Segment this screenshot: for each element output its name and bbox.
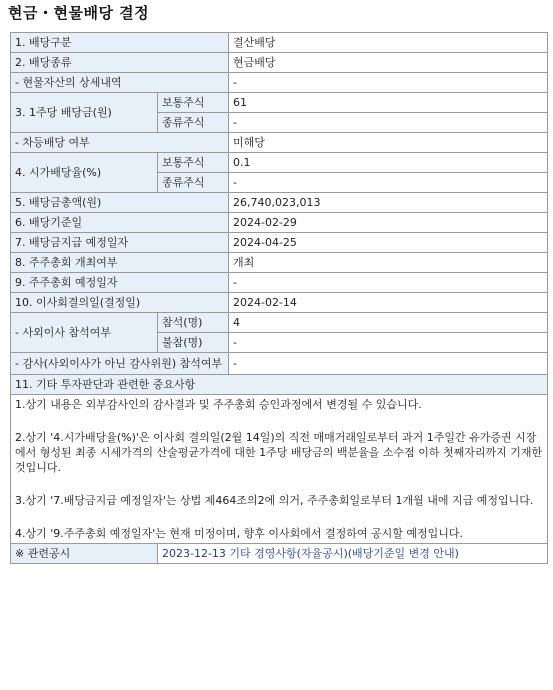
row-value-agm-date: - — [229, 273, 548, 293]
row-label-differential-dividend: - 차등배당 여부 — [11, 133, 229, 153]
table-row — [11, 73, 548, 93]
value-common-dps: 61 — [229, 93, 548, 113]
value-common-yield: 0.1 — [229, 153, 548, 173]
table-row — [11, 293, 548, 313]
row-label-in-kind-details: - 현물자산의 상세내역 — [11, 73, 229, 93]
related-disclosure-label: ※ 관련공시 — [11, 544, 158, 564]
row-label-record-date: 6. 배당기준일 — [11, 213, 229, 233]
table-row — [11, 375, 548, 395]
sub-label-attended: 참석(명) — [158, 313, 229, 333]
note-paragraph: 2.상기 '4.시가배당율(%)'은 이사회 결의일(2월 14일)의 직전 매매거래일로부터 과거 1주일간 유가증권 시장에서 형성된 최종 시세가격의 산술평균가격에 대한 1주당 배당금의 백분율을 소수점 이하 첫째자리까지 기재한 것입니다. — [15, 431, 543, 474]
row-value-payment-date: 2024-04-25 — [229, 233, 548, 253]
row-value-total-dividend: 26,740,023,013 — [229, 193, 548, 213]
row-label-agm-date: 9. 주주총회 예정일자 — [11, 273, 229, 293]
sub-label-common-stock: 보통주식 — [158, 93, 229, 113]
row-label-total-dividend: 5. 배당금총액(원) — [11, 193, 229, 213]
table-row — [11, 395, 548, 544]
row-value-auditor-attendance: - — [229, 353, 548, 375]
row-value-dividend-kind: 현금배당 — [229, 53, 548, 73]
row-label-board-resolution-date: 10. 이사회결의일(결정일) — [11, 293, 229, 313]
row-label-dividend-yield: 4. 시가배당율(%) — [11, 153, 158, 193]
row-value-in-kind-details: - — [229, 73, 548, 93]
row-value-record-date: 2024-02-29 — [229, 213, 548, 233]
row-label-dividend-kind: 2. 배당종류 — [11, 53, 229, 73]
note-paragraph: 3.상기 '7.배당금지급 예정일자'는 상법 제464조의2에 의거, 주주총회일로부터 1개월 내에 지급 예정입니다. — [15, 494, 534, 507]
table-row — [11, 93, 548, 113]
row-value-differential-dividend: 미해당 — [229, 133, 548, 153]
row-value-board-resolution-date: 2024-02-14 — [229, 293, 548, 313]
note-paragraph: 4.상기 '9.주주총회 예정일자'는 현재 미정이며, 향후 이사회에서 결정하여 공시할 예정입니다. — [15, 527, 464, 540]
table-row — [11, 273, 548, 293]
sub-label-class-stock: 종류주식 — [158, 173, 229, 193]
table-row — [11, 233, 548, 253]
row-label-dividend-type: 1. 배당구분 — [11, 33, 229, 53]
table-row — [11, 313, 548, 333]
row-label-dividend-per-share: 3. 1주당 배당금(원) — [11, 93, 158, 133]
other-matters-notes — [11, 395, 548, 544]
sub-label-common-stock: 보통주식 — [158, 153, 229, 173]
table-row — [11, 213, 548, 233]
table-row — [11, 153, 548, 173]
row-value-agm-held: 개최 — [229, 253, 548, 273]
table-row — [11, 193, 548, 213]
page-title: 현금・현물배당 결정 — [8, 4, 150, 22]
sub-label-class-stock: 종류주식 — [158, 113, 229, 133]
value-class-dps: - — [229, 113, 548, 133]
sub-label-absent: 불참(명) — [158, 333, 229, 353]
table-row — [11, 33, 548, 53]
value-class-yield: - — [229, 173, 548, 193]
row-value-dividend-type: 결산배당 — [229, 33, 548, 53]
value-attended: 4 — [229, 313, 548, 333]
table-row — [11, 544, 548, 564]
row-label-auditor-attendance: - 감사(사외이사가 아닌 감사위원) 참석여부 — [11, 353, 229, 375]
related-disclosure-link[interactable]: 2023-12-13 기타 경영사항(자율공시)(배당기준일 변경 안내) — [158, 544, 548, 564]
note-paragraph: 1.상기 내용은 외부감사인의 감사결과 및 주주총회 승인과정에서 변경될 수 있습니다. — [15, 398, 422, 411]
table-row — [11, 253, 548, 273]
row-label-payment-date: 7. 배당금지급 예정일자 — [11, 233, 229, 253]
table-row — [11, 53, 548, 73]
table-row — [11, 353, 548, 375]
row-label-agm-held: 8. 주주총회 개최여부 — [11, 253, 229, 273]
dividend-disclosure-table — [10, 32, 548, 564]
table-row — [11, 133, 548, 153]
row-label-other-matters: 11. 기타 투자판단과 관련한 중요사항 — [11, 375, 548, 395]
value-absent: - — [229, 333, 548, 353]
row-label-outside-director-attendance: - 사외이사 참석여부 — [11, 313, 158, 353]
